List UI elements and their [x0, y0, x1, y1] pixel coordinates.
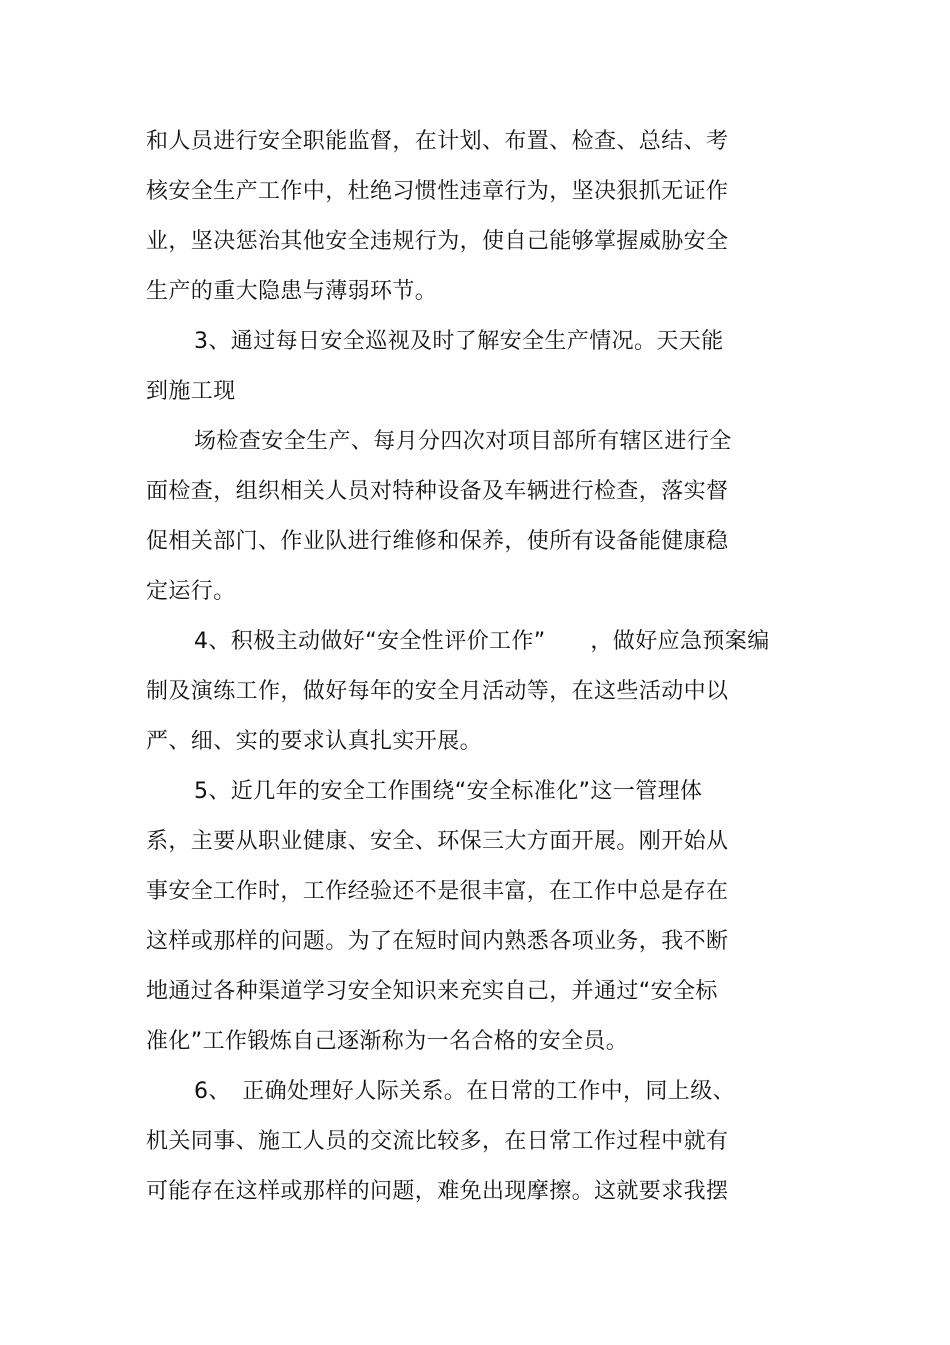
text-line-1: 和人员进行安全职能监督，在计划、布置、检查、总结、考	[146, 129, 729, 154]
text-line-22: 可能存在这样或那样的问题，难免出现摩擦。这就要求我摆	[146, 1179, 729, 1204]
text-line-19: 准化”工作锻炼自己逐渐称为一名合格的安全员。	[146, 1029, 629, 1054]
text-line-6: 到施工现	[146, 379, 236, 404]
text-line-12: 制及演练工作，做好每年的安全月活动等，在这些活动中以	[146, 679, 729, 704]
text-line-21: 机关同事、施工人员的交流比较多，在日常工作过程中就有	[146, 1129, 729, 1154]
text-line-5: 3、通过每日安全巡视及时了解安全生产情况。天天能	[194, 329, 724, 354]
text-line-13: 严、细、实的要求认真扎实开展。	[146, 729, 483, 754]
text-line-2: 核安全生产工作中，杜绝习惯性违章行为，坚决狠抓无证作	[146, 179, 729, 204]
text-line-9: 促相关部门、作业队进行维修和保养，使所有设备能健康稳	[146, 529, 729, 554]
text-line-4: 生产的重大隐患与薄弱环节。	[146, 279, 438, 304]
text-line-15: 系，主要从职业健康、安全、环保三大方面开展。刚开始从	[146, 829, 729, 854]
text-line-18: 地通过各种渠道学习安全知识来充实自己，并通过“安全标	[146, 979, 718, 1004]
text-line-10: 定运行。	[146, 579, 236, 604]
text-line-14: 5、近几年的安全工作围绕“安全标准化”这一管理体	[194, 779, 703, 804]
text-line-20: 6、 正确处理好人际关系。在日常的工作中，同上级、	[194, 1079, 735, 1104]
text-line-11: 4、积极主动做好“安全性评价工作” ，做好应急预案编	[194, 629, 770, 654]
text-line-3: 业，坚决惩治其他安全违规行为，使自己能够掌握威胁安全	[146, 229, 729, 254]
text-line-7: 场检查安全生产、每月分四次对项目部所有辖区进行全	[194, 429, 732, 454]
text-line-17: 这样或那样的问题。为了在短时间内熟悉各项业务，我不断	[146, 929, 729, 954]
text-line-8: 面检查，组织相关人员对特种设备及车辆进行检查，落实督	[146, 479, 729, 504]
text-line-16: 事安全工作时，工作经验还不是很丰富，在工作中总是存在	[146, 879, 729, 904]
